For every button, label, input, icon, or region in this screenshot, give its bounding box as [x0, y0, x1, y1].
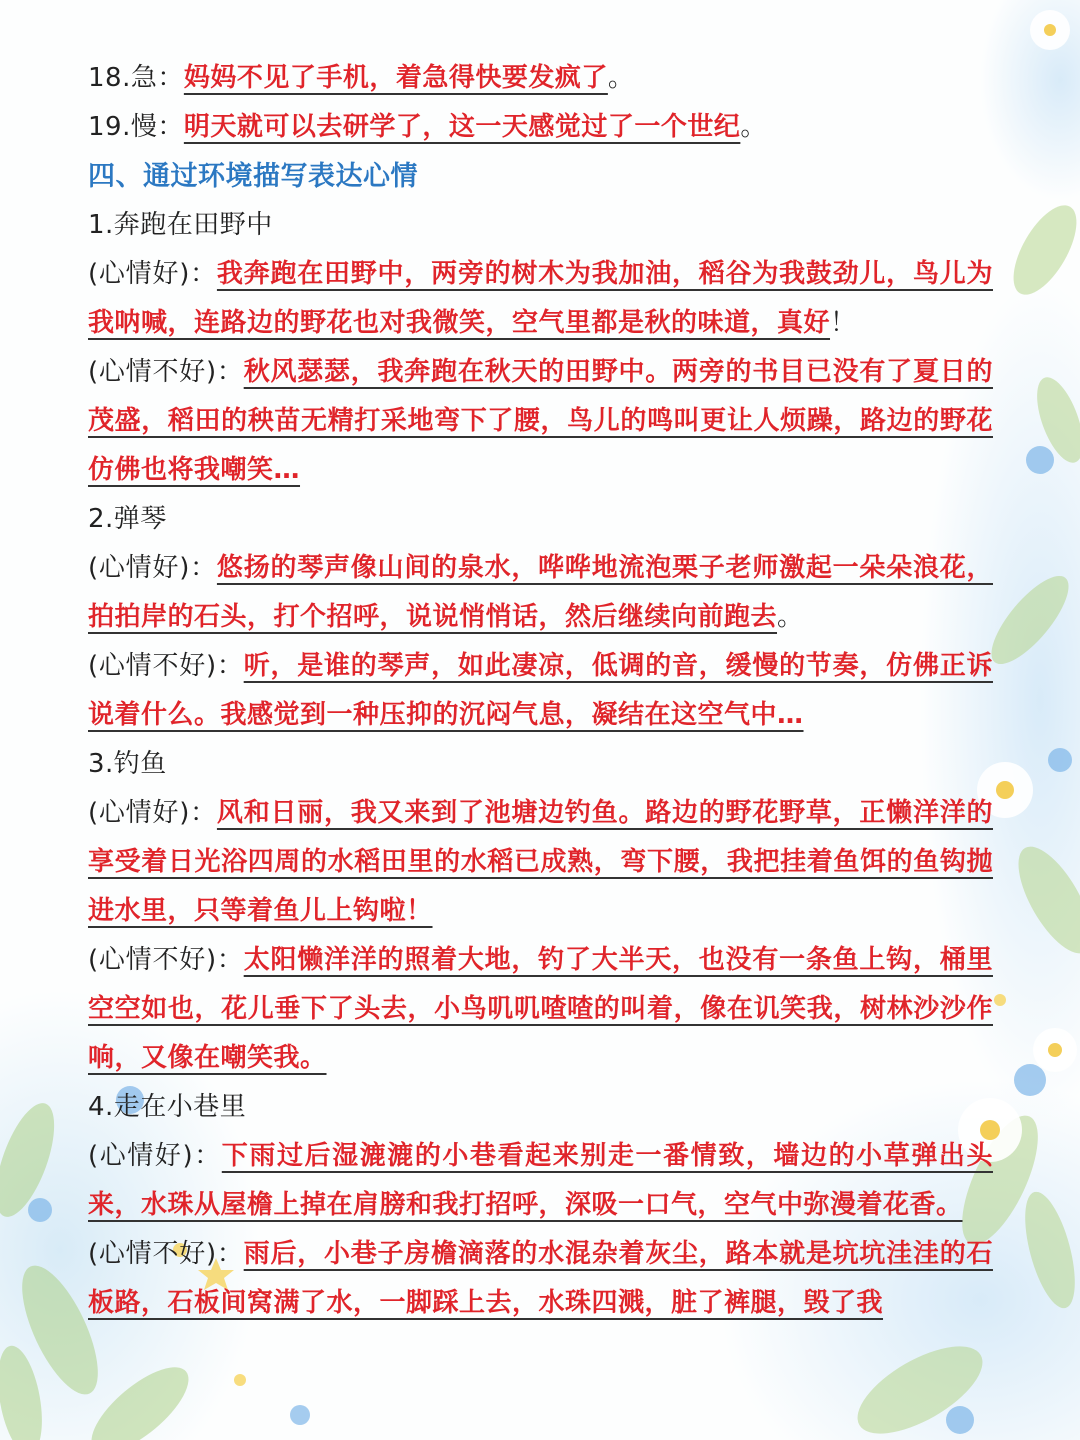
topic-title: 4.走在小巷里 — [88, 1092, 247, 1122]
example-text: 悠扬的琴声像山间的泉水，哗哗地流泡栗子老师激起一朵朵浪花，拍拍岸的石头，打个招呼，说说悄悄话，然后继续向前跑去 — [88, 553, 993, 632]
topic-title: 3.钓鱼 — [88, 749, 167, 779]
mood-label: (心情好)： — [88, 259, 217, 289]
example-sentence: 明天就可以去研学了，这一天感觉过了一个世纪 — [183, 112, 741, 142]
topic-title: 1.奔跑在田野中 — [88, 210, 273, 240]
item-label: 19.慢： — [88, 112, 184, 142]
item-label: 18.急： — [88, 63, 184, 93]
mood-bad-paragraph — [88, 1230, 993, 1328]
mood-bad-paragraph — [88, 642, 993, 740]
example-text: 我奔跑在田野中，两旁的树木为我加油，稻谷为我鼓劲儿，鸟儿为我呐喊，连路边的野花也对我微笑，空气里都是秋的味道，真好 — [88, 259, 993, 338]
mood-label: (心情好)： — [88, 1141, 222, 1171]
mood-label: (心情不好)： — [88, 945, 244, 975]
mood-label: (心情不好)： — [88, 651, 244, 681]
example-text: 秋风瑟瑟，我奔跑在秋天的田野中。两旁的书目已没有了夏日的茂盛，稻田的秧苗无精打采地弯下了腰，鸟儿的鸣叫更让人烦躁，路边的野花仿佛也将我嘲笑… — [88, 357, 993, 485]
text-end: 。 — [777, 602, 804, 632]
mood-label: (心情好)： — [88, 798, 217, 828]
item-19 — [88, 103, 993, 152]
topic-title: 2.弹琴 — [88, 504, 167, 534]
example-text: 下雨过后湿漉漉的小巷看起来别走一番情致，墙边的小草弹出头来，水珠从屋檐上掉在肩膀和我打招呼，深吸一口气，空气中弥漫着花香。 — [88, 1141, 993, 1220]
example-text: 风和日丽，我又来到了池塘边钓鱼。路边的野花野草，正懒洋洋的享受着日光浴四周的水稻田里的水稻已成熟，弯下腰，我把挂着鱼饵的鱼钩抛进水里，只等着鱼儿上钩啦！ — [88, 798, 993, 926]
text-end: ！ — [830, 308, 857, 338]
mood-label: (心情不好)： — [88, 357, 244, 387]
sentence-end: 。 — [740, 112, 767, 142]
example-text: 太阳懒洋洋的照着大地，钓了大半天，也没有一条鱼上钩，桶里空空如也，花儿垂下了头去，小鸟叽叽喳喳的叫着，像在讥笑我，树林沙沙作响，又像在嘲笑我。 — [88, 945, 993, 1073]
document-content — [88, 54, 993, 1328]
item-18 — [88, 54, 993, 103]
mood-label: (心情好)： — [88, 553, 217, 583]
example-text: 雨后，小巷子房檐滴落的水混杂着灰尘，路本就是坑坑洼洼的石板路，石板间窝满了水，一脚踩上去，水珠四溅，脏了裤腿，毁了我 — [88, 1239, 993, 1318]
example-text: 听，是谁的琴声，如此凄凉，低调的音，缓慢的节奏，仿佛正诉说着什么。我感觉到一种压抑的沉闷气息，凝结在这空气中… — [88, 651, 993, 730]
mood-good-paragraph — [88, 789, 993, 936]
mood-good-paragraph — [88, 544, 993, 642]
mood-good-paragraph — [88, 1132, 993, 1230]
mood-good-paragraph — [88, 250, 993, 348]
section-heading: 四、通过环境描写表达心情 — [88, 161, 418, 192]
mood-bad-paragraph — [88, 936, 993, 1083]
example-sentence: 妈妈不见了手机，着急得快要发疯了 — [183, 63, 608, 93]
mood-bad-paragraph — [88, 348, 993, 495]
sentence-end: 。 — [607, 63, 635, 93]
mood-label: (心情不好)： — [88, 1239, 244, 1269]
